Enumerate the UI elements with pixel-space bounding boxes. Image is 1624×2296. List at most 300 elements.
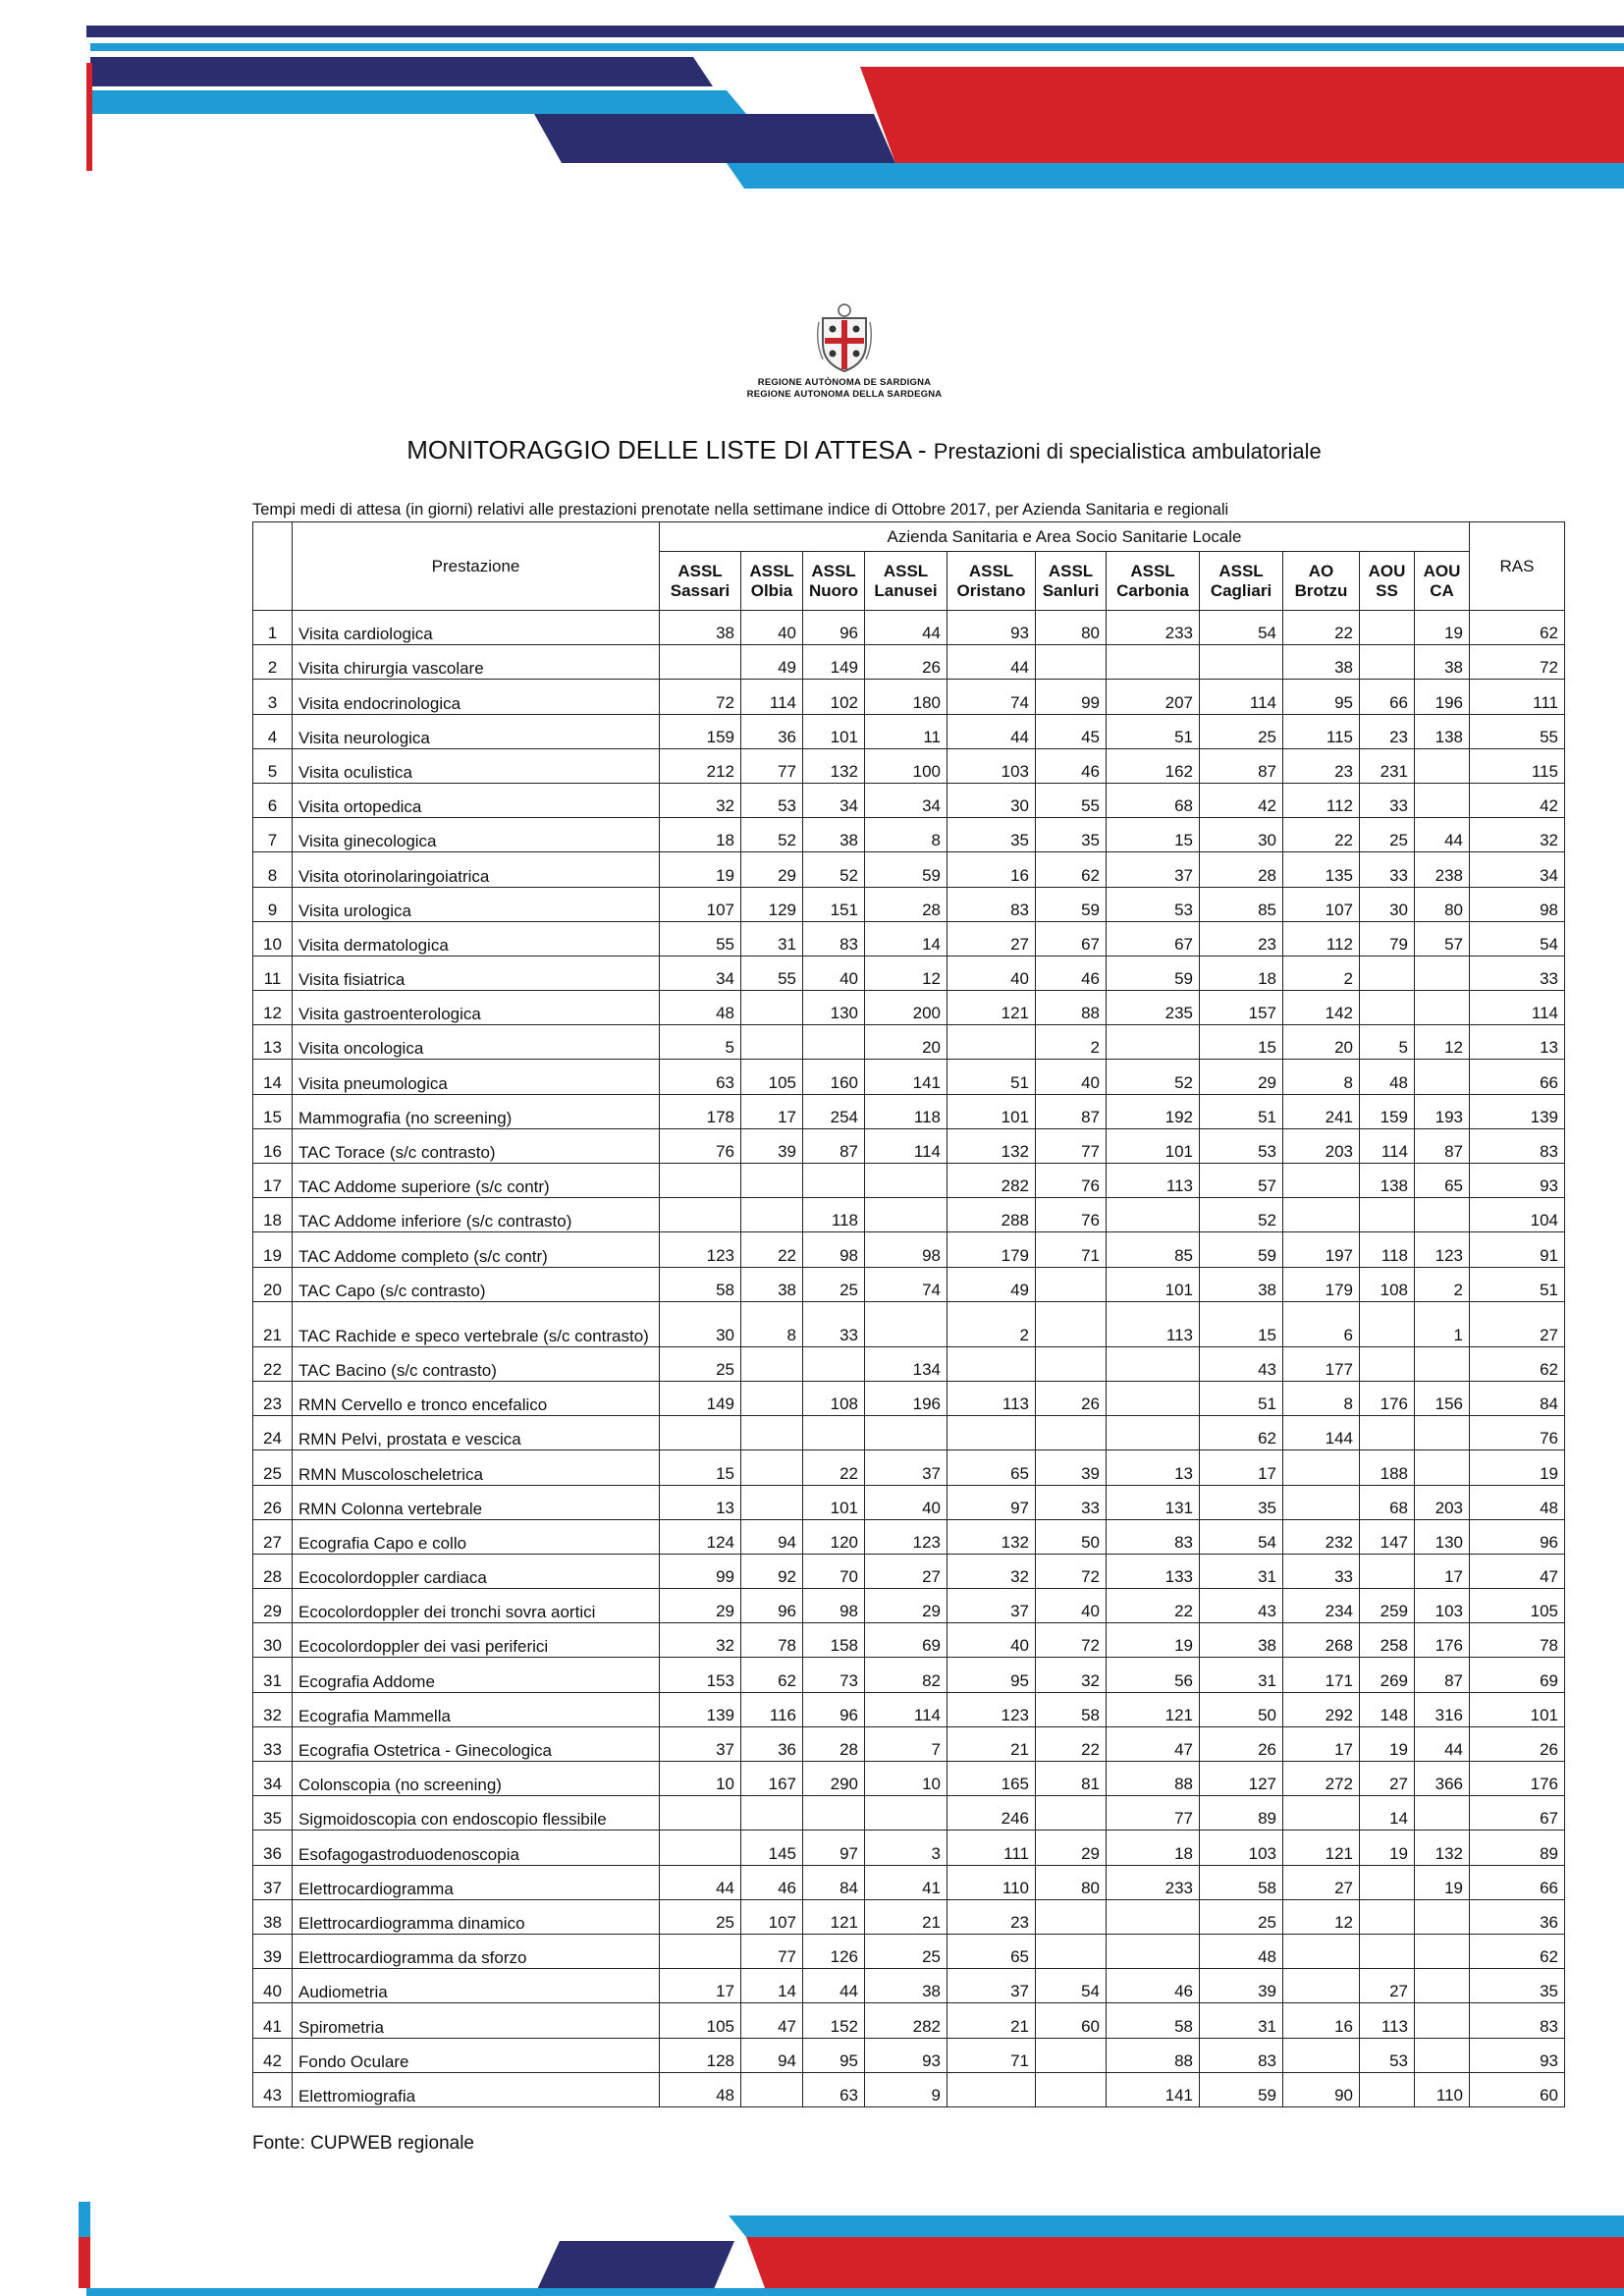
value-cell: 53 — [1360, 2038, 1415, 2072]
column-header-line1: AOU — [1423, 561, 1461, 580]
value-cell: 123 — [660, 1232, 741, 1267]
row-index: 2 — [253, 645, 293, 680]
value-cell: 46 — [1036, 748, 1107, 783]
value-cell: 95 — [947, 1658, 1036, 1692]
value-cell: 58 — [1200, 1865, 1283, 1899]
value-cell: 196 — [865, 1381, 947, 1415]
value-cell: 114 — [1360, 1128, 1415, 1163]
row-prestazione: Elettromiografia — [293, 2072, 660, 2106]
row-prestazione: Visita ginecologica — [293, 818, 660, 852]
value-cell: 57 — [1200, 1164, 1283, 1198]
value-cell — [1283, 1796, 1360, 1831]
value-cell: 29 — [660, 1589, 741, 1623]
value-cell: 113 — [1107, 1164, 1200, 1198]
value-cell: 90 — [1283, 2072, 1360, 2106]
value-cell: 178 — [660, 1094, 741, 1128]
value-cell: 17 — [660, 1969, 741, 2003]
row-index: 26 — [253, 1485, 293, 1519]
value-cell: 121 — [947, 991, 1036, 1025]
value-cell — [1360, 1899, 1415, 1934]
value-cell: 148 — [1360, 1692, 1415, 1726]
value-cell: 44 — [660, 1865, 741, 1899]
value-cell: 17 — [1283, 1726, 1360, 1761]
value-cell: 269 — [1360, 1658, 1415, 1692]
value-cell — [1107, 1899, 1200, 1934]
row-prestazione: TAC Capo (s/c contrasto) — [293, 1267, 660, 1301]
value-cell: 95 — [803, 2038, 865, 2072]
value-cell: 38 — [865, 1969, 947, 2003]
value-cell: 62 — [1036, 852, 1107, 887]
value-cell: 98 — [803, 1589, 865, 1623]
value-cell: 2 — [1036, 1025, 1107, 1060]
value-cell — [741, 991, 803, 1025]
row-index: 13 — [253, 1025, 293, 1060]
value-cell — [1036, 2038, 1107, 2072]
value-cell: 55 — [741, 956, 803, 990]
value-cell: 282 — [947, 1164, 1036, 1198]
row-index: 15 — [253, 1094, 293, 1128]
value-cell: 73 — [803, 1658, 865, 1692]
value-cell: 35 — [1036, 818, 1107, 852]
value-cell: 32 — [660, 1623, 741, 1658]
header-banner — [0, 0, 1624, 196]
value-cell: 83 — [1107, 1519, 1200, 1554]
value-cell: 72 — [1036, 1623, 1107, 1658]
ras-value-cell: 26 — [1470, 1726, 1565, 1761]
ras-value-cell: 101 — [1470, 1692, 1565, 1726]
value-cell: 268 — [1283, 1623, 1360, 1658]
value-cell: 44 — [1415, 818, 1470, 852]
row-index: 20 — [253, 1267, 293, 1301]
value-cell: 114 — [1200, 680, 1283, 714]
ras-value-cell: 66 — [1470, 1060, 1565, 1094]
ras-value-cell: 78 — [1470, 1623, 1565, 1658]
value-cell: 20 — [1283, 1025, 1360, 1060]
value-cell: 12 — [1415, 1025, 1470, 1060]
table-row — [253, 1381, 1565, 1415]
value-cell: 36 — [741, 1726, 803, 1761]
value-cell: 197 — [1283, 1232, 1360, 1267]
value-cell: 48 — [1360, 1060, 1415, 1094]
value-cell — [1360, 2072, 1415, 2106]
value-cell: 179 — [947, 1232, 1036, 1267]
value-cell: 47 — [1107, 1726, 1200, 1761]
value-cell: 8 — [741, 1301, 803, 1346]
header-index-cell — [253, 522, 293, 611]
table-row — [253, 1969, 1565, 2003]
value-cell — [1415, 1198, 1470, 1232]
ras-value-cell: 62 — [1470, 1346, 1565, 1381]
value-cell: 21 — [947, 1726, 1036, 1761]
row-index: 28 — [253, 1554, 293, 1588]
value-cell: 74 — [947, 680, 1036, 714]
value-cell: 292 — [1283, 1692, 1360, 1726]
value-cell: 115 — [1283, 714, 1360, 748]
ras-value-cell: 176 — [1470, 1762, 1565, 1796]
value-cell — [1415, 1346, 1470, 1381]
region-emblem-icon — [815, 302, 874, 373]
value-cell: 34 — [865, 783, 947, 817]
value-cell: 25 — [1200, 1899, 1283, 1934]
column-header-line1: ASSL — [1218, 561, 1264, 580]
value-cell — [865, 1301, 947, 1346]
value-cell: 83 — [1200, 2038, 1283, 2072]
value-cell — [660, 1416, 741, 1450]
value-cell: 60 — [1036, 2003, 1107, 2038]
value-cell: 65 — [947, 1450, 1036, 1485]
table-caption: Tempi medi di attesa (in giorni) relativi alle prestazioni prenotate nella settimane indice di Ottobre 2017, per Azienda Sanitaria e regionali — [252, 501, 1229, 519]
value-cell: 16 — [947, 852, 1036, 887]
value-cell: 88 — [1107, 2038, 1200, 2072]
value-cell — [1360, 956, 1415, 990]
ras-value-cell: 98 — [1470, 887, 1565, 921]
value-cell: 32 — [1036, 1658, 1107, 1692]
row-index: 10 — [253, 921, 293, 956]
column-header-line2: Lanusei — [874, 580, 938, 600]
value-cell: 55 — [1036, 783, 1107, 817]
row-prestazione: Visita fisiatrica — [293, 956, 660, 990]
row-prestazione: Mammografia (no screening) — [293, 1094, 660, 1128]
row-index: 29 — [253, 1589, 293, 1623]
value-cell — [741, 1796, 803, 1831]
value-cell — [1360, 1554, 1415, 1588]
row-prestazione: TAC Addome inferiore (s/c contrasto) — [293, 1198, 660, 1232]
value-cell: 232 — [1283, 1519, 1360, 1554]
value-cell: 43 — [1200, 1346, 1283, 1381]
value-cell: 235 — [1107, 991, 1200, 1025]
value-cell: 165 — [947, 1762, 1036, 1796]
value-cell: 19 — [1360, 1831, 1415, 1865]
value-cell: 147 — [1360, 1519, 1415, 1554]
value-cell: 28 — [865, 887, 947, 921]
value-cell: 40 — [1036, 1589, 1107, 1623]
value-cell: 52 — [803, 852, 865, 887]
value-cell: 17 — [1415, 1554, 1470, 1588]
table-row — [253, 1267, 1565, 1301]
row-index: 3 — [253, 680, 293, 714]
value-cell: 16 — [1283, 2003, 1360, 2038]
value-cell: 21 — [865, 1899, 947, 1934]
row-index: 5 — [253, 748, 293, 783]
value-cell: 176 — [1360, 1381, 1415, 1415]
value-cell: 233 — [1107, 611, 1200, 645]
table-row — [253, 2072, 1565, 2106]
row-prestazione: Visita chirurgia vascolare — [293, 645, 660, 680]
value-cell: 14 — [741, 1969, 803, 2003]
column-header — [660, 552, 741, 611]
value-cell: 22 — [1283, 818, 1360, 852]
value-cell — [947, 2072, 1036, 2106]
value-cell: 105 — [660, 2003, 741, 2038]
column-header-line2: Nuoro — [808, 580, 859, 600]
value-cell: 87 — [1036, 1094, 1107, 1128]
value-cell: 207 — [1107, 680, 1200, 714]
table-row — [253, 1623, 1565, 1658]
value-cell: 141 — [1107, 2072, 1200, 2106]
value-cell: 67 — [1107, 921, 1200, 956]
table-row — [253, 991, 1565, 1025]
value-cell: 127 — [1200, 1762, 1283, 1796]
ras-value-cell: 42 — [1470, 783, 1565, 817]
value-cell: 112 — [1283, 783, 1360, 817]
value-cell: 241 — [1283, 1094, 1360, 1128]
value-cell — [865, 1416, 947, 1450]
value-cell — [1415, 783, 1470, 817]
value-cell: 76 — [660, 1128, 741, 1163]
value-cell: 99 — [1036, 680, 1107, 714]
row-prestazione: RMN Muscoloscheletrica — [293, 1450, 660, 1485]
value-cell: 96 — [803, 611, 865, 645]
value-cell: 30 — [660, 1301, 741, 1346]
value-cell: 93 — [947, 611, 1036, 645]
ras-value-cell: 47 — [1470, 1554, 1565, 1588]
row-index: 16 — [253, 1128, 293, 1163]
column-header-line2: Sanluri — [1042, 580, 1100, 600]
value-cell: 112 — [1283, 921, 1360, 956]
table-row — [253, 714, 1565, 748]
value-cell: 2 — [1415, 1267, 1470, 1301]
value-cell: 113 — [1107, 1301, 1200, 1346]
row-index: 32 — [253, 1692, 293, 1726]
value-cell: 124 — [660, 1519, 741, 1554]
value-cell: 29 — [1036, 1831, 1107, 1865]
value-cell: 192 — [1107, 1094, 1200, 1128]
value-cell: 77 — [741, 1934, 803, 1968]
value-cell — [1360, 611, 1415, 645]
value-cell: 77 — [741, 748, 803, 783]
value-cell: 44 — [1415, 1726, 1470, 1761]
value-cell: 38 — [803, 818, 865, 852]
value-cell — [741, 1198, 803, 1232]
table-row — [253, 1198, 1565, 1232]
row-index: 27 — [253, 1519, 293, 1554]
ras-value-cell: 93 — [1470, 2038, 1565, 2072]
row-index: 34 — [253, 1762, 293, 1796]
table-row — [253, 1128, 1565, 1163]
value-cell — [1283, 1485, 1360, 1519]
value-cell — [1415, 2003, 1470, 2038]
value-cell: 23 — [1200, 921, 1283, 956]
value-cell: 176 — [1415, 1623, 1470, 1658]
value-cell: 132 — [803, 748, 865, 783]
table-row — [253, 1726, 1565, 1761]
value-cell: 203 — [1283, 1128, 1360, 1163]
column-header-line1: ASSL — [1130, 561, 1175, 580]
waiting-times-table — [252, 521, 1565, 2107]
value-cell: 193 — [1415, 1094, 1470, 1128]
value-cell — [1036, 1934, 1107, 1968]
row-prestazione: Colonscopia (no screening) — [293, 1762, 660, 1796]
value-cell — [1415, 1969, 1470, 2003]
value-cell: 46 — [1107, 1969, 1200, 2003]
value-cell — [803, 1164, 865, 1198]
value-cell: 96 — [741, 1589, 803, 1623]
value-cell: 130 — [1415, 1519, 1470, 1554]
value-cell: 37 — [660, 1726, 741, 1761]
row-prestazione: TAC Torace (s/c contrasto) — [293, 1128, 660, 1163]
ras-value-cell: 72 — [1470, 645, 1565, 680]
row-prestazione: Visita ortopedica — [293, 783, 660, 817]
value-cell: 26 — [1036, 1381, 1107, 1415]
value-cell: 37 — [865, 1450, 947, 1485]
value-cell: 9 — [865, 2072, 947, 2106]
table-row — [253, 1450, 1565, 1485]
value-cell: 62 — [741, 1658, 803, 1692]
value-cell: 27 — [1360, 1762, 1415, 1796]
value-cell: 80 — [1415, 887, 1470, 921]
table-row — [253, 1025, 1565, 1060]
column-header-line1: ASSL — [677, 561, 723, 580]
row-prestazione: TAC Addome completo (s/c contr) — [293, 1232, 660, 1267]
value-cell: 107 — [660, 887, 741, 921]
value-cell: 26 — [865, 645, 947, 680]
value-cell — [1283, 1934, 1360, 1968]
value-cell: 27 — [1283, 1865, 1360, 1899]
value-cell: 54 — [1036, 1969, 1107, 2003]
value-cell: 49 — [947, 1267, 1036, 1301]
value-cell: 254 — [803, 1094, 865, 1128]
column-header-line1: ASSL — [883, 561, 929, 580]
value-cell: 25 — [1360, 818, 1415, 852]
value-cell: 39 — [741, 1128, 803, 1163]
title-main: MONITORAGGIO DELLE LISTE DI ATTESA - — [406, 435, 927, 465]
row-index: 4 — [253, 714, 293, 748]
value-cell: 121 — [1107, 1692, 1200, 1726]
table-row — [253, 921, 1565, 956]
value-cell: 87 — [1415, 1658, 1470, 1692]
table-row — [253, 1762, 1565, 1796]
value-cell: 129 — [741, 887, 803, 921]
value-cell: 49 — [741, 645, 803, 680]
column-header-line2: Olbia — [750, 580, 793, 600]
table-row — [253, 1416, 1565, 1450]
value-cell — [1360, 1416, 1415, 1450]
value-cell: 95 — [1283, 680, 1360, 714]
value-cell — [1283, 2038, 1360, 2072]
row-prestazione: Visita gastroenterologica — [293, 991, 660, 1025]
row-prestazione: Visita oculistica — [293, 748, 660, 783]
table-row — [253, 1865, 1565, 1899]
value-cell: 96 — [803, 1692, 865, 1726]
row-prestazione: Audiometria — [293, 1969, 660, 2003]
ras-value-cell: 66 — [1470, 1865, 1565, 1899]
value-cell — [1036, 2072, 1107, 2106]
row-prestazione: Elettrocardiogramma — [293, 1865, 660, 1899]
table-row — [253, 818, 1565, 852]
value-cell: 38 — [1415, 645, 1470, 680]
ras-value-cell: 35 — [1470, 1969, 1565, 2003]
value-cell: 8 — [1283, 1060, 1360, 1094]
value-cell — [1415, 1934, 1470, 1968]
value-cell: 203 — [1415, 1485, 1470, 1519]
value-cell: 51 — [1107, 714, 1200, 748]
value-cell: 116 — [741, 1692, 803, 1726]
row-prestazione: Visita dermatologica — [293, 921, 660, 956]
value-cell: 54 — [1200, 1519, 1283, 1554]
value-cell: 76 — [1036, 1198, 1107, 1232]
value-cell: 52 — [1107, 1060, 1200, 1094]
value-cell — [1107, 1346, 1200, 1381]
value-cell: 18 — [1200, 956, 1283, 990]
value-cell: 63 — [803, 2072, 865, 2106]
value-cell: 123 — [1415, 1232, 1470, 1267]
value-cell: 27 — [865, 1554, 947, 1588]
table-row — [253, 645, 1565, 680]
value-cell — [1107, 1198, 1200, 1232]
value-cell: 22 — [803, 1450, 865, 1485]
value-cell — [1415, 2038, 1470, 2072]
value-cell: 59 — [1200, 1232, 1283, 1267]
ras-value-cell: 48 — [1470, 1485, 1565, 1519]
row-index: 36 — [253, 1831, 293, 1865]
value-cell: 246 — [947, 1796, 1036, 1831]
value-cell: 21 — [947, 2003, 1036, 2038]
value-cell: 19 — [660, 852, 741, 887]
column-header — [741, 552, 803, 611]
value-cell: 25 — [1200, 714, 1283, 748]
row-prestazione: TAC Addome superiore (s/c contr) — [293, 1164, 660, 1198]
ras-value-cell: 51 — [1470, 1267, 1565, 1301]
value-cell: 31 — [1200, 2003, 1283, 2038]
value-cell — [660, 1796, 741, 1831]
row-index: 35 — [253, 1796, 293, 1831]
value-cell: 65 — [947, 1934, 1036, 1968]
value-cell: 57 — [1415, 921, 1470, 956]
ras-value-cell: 89 — [1470, 1831, 1565, 1865]
value-cell: 87 — [803, 1128, 865, 1163]
value-cell: 138 — [1415, 714, 1470, 748]
value-cell — [803, 1796, 865, 1831]
value-cell — [1283, 1198, 1360, 1232]
value-cell — [803, 1025, 865, 1060]
value-cell: 35 — [1200, 1485, 1283, 1519]
value-cell — [1107, 1381, 1200, 1415]
value-cell — [1415, 991, 1470, 1025]
value-cell: 114 — [865, 1692, 947, 1726]
value-cell: 10 — [660, 1762, 741, 1796]
table-row — [253, 1658, 1565, 1692]
value-cell: 40 — [947, 956, 1036, 990]
table-row — [253, 1485, 1565, 1519]
ras-value-cell: 91 — [1470, 1232, 1565, 1267]
value-cell: 98 — [803, 1232, 865, 1267]
header-prestazione: Prestazione — [293, 522, 660, 611]
value-cell — [1415, 956, 1470, 990]
value-cell: 101 — [947, 1094, 1036, 1128]
ras-value-cell: 67 — [1470, 1796, 1565, 1831]
value-cell — [1360, 991, 1415, 1025]
value-cell: 171 — [1283, 1658, 1360, 1692]
value-cell: 36 — [741, 714, 803, 748]
value-cell — [741, 1485, 803, 1519]
value-cell: 160 — [803, 1060, 865, 1094]
header-ras: RAS — [1470, 522, 1565, 611]
value-cell: 121 — [1283, 1831, 1360, 1865]
value-cell: 259 — [1360, 1589, 1415, 1623]
value-cell: 93 — [865, 2038, 947, 2072]
row-prestazione: Spirometria — [293, 2003, 660, 2038]
value-cell: 118 — [803, 1198, 865, 1232]
table-row — [253, 1899, 1565, 1934]
ras-value-cell: 111 — [1470, 680, 1565, 714]
value-cell: 58 — [660, 1267, 741, 1301]
value-cell — [1283, 1164, 1360, 1198]
row-index: 6 — [253, 783, 293, 817]
table-row — [253, 887, 1565, 921]
ras-value-cell: 105 — [1470, 1589, 1565, 1623]
value-cell — [1036, 1899, 1107, 1934]
row-index: 7 — [253, 818, 293, 852]
